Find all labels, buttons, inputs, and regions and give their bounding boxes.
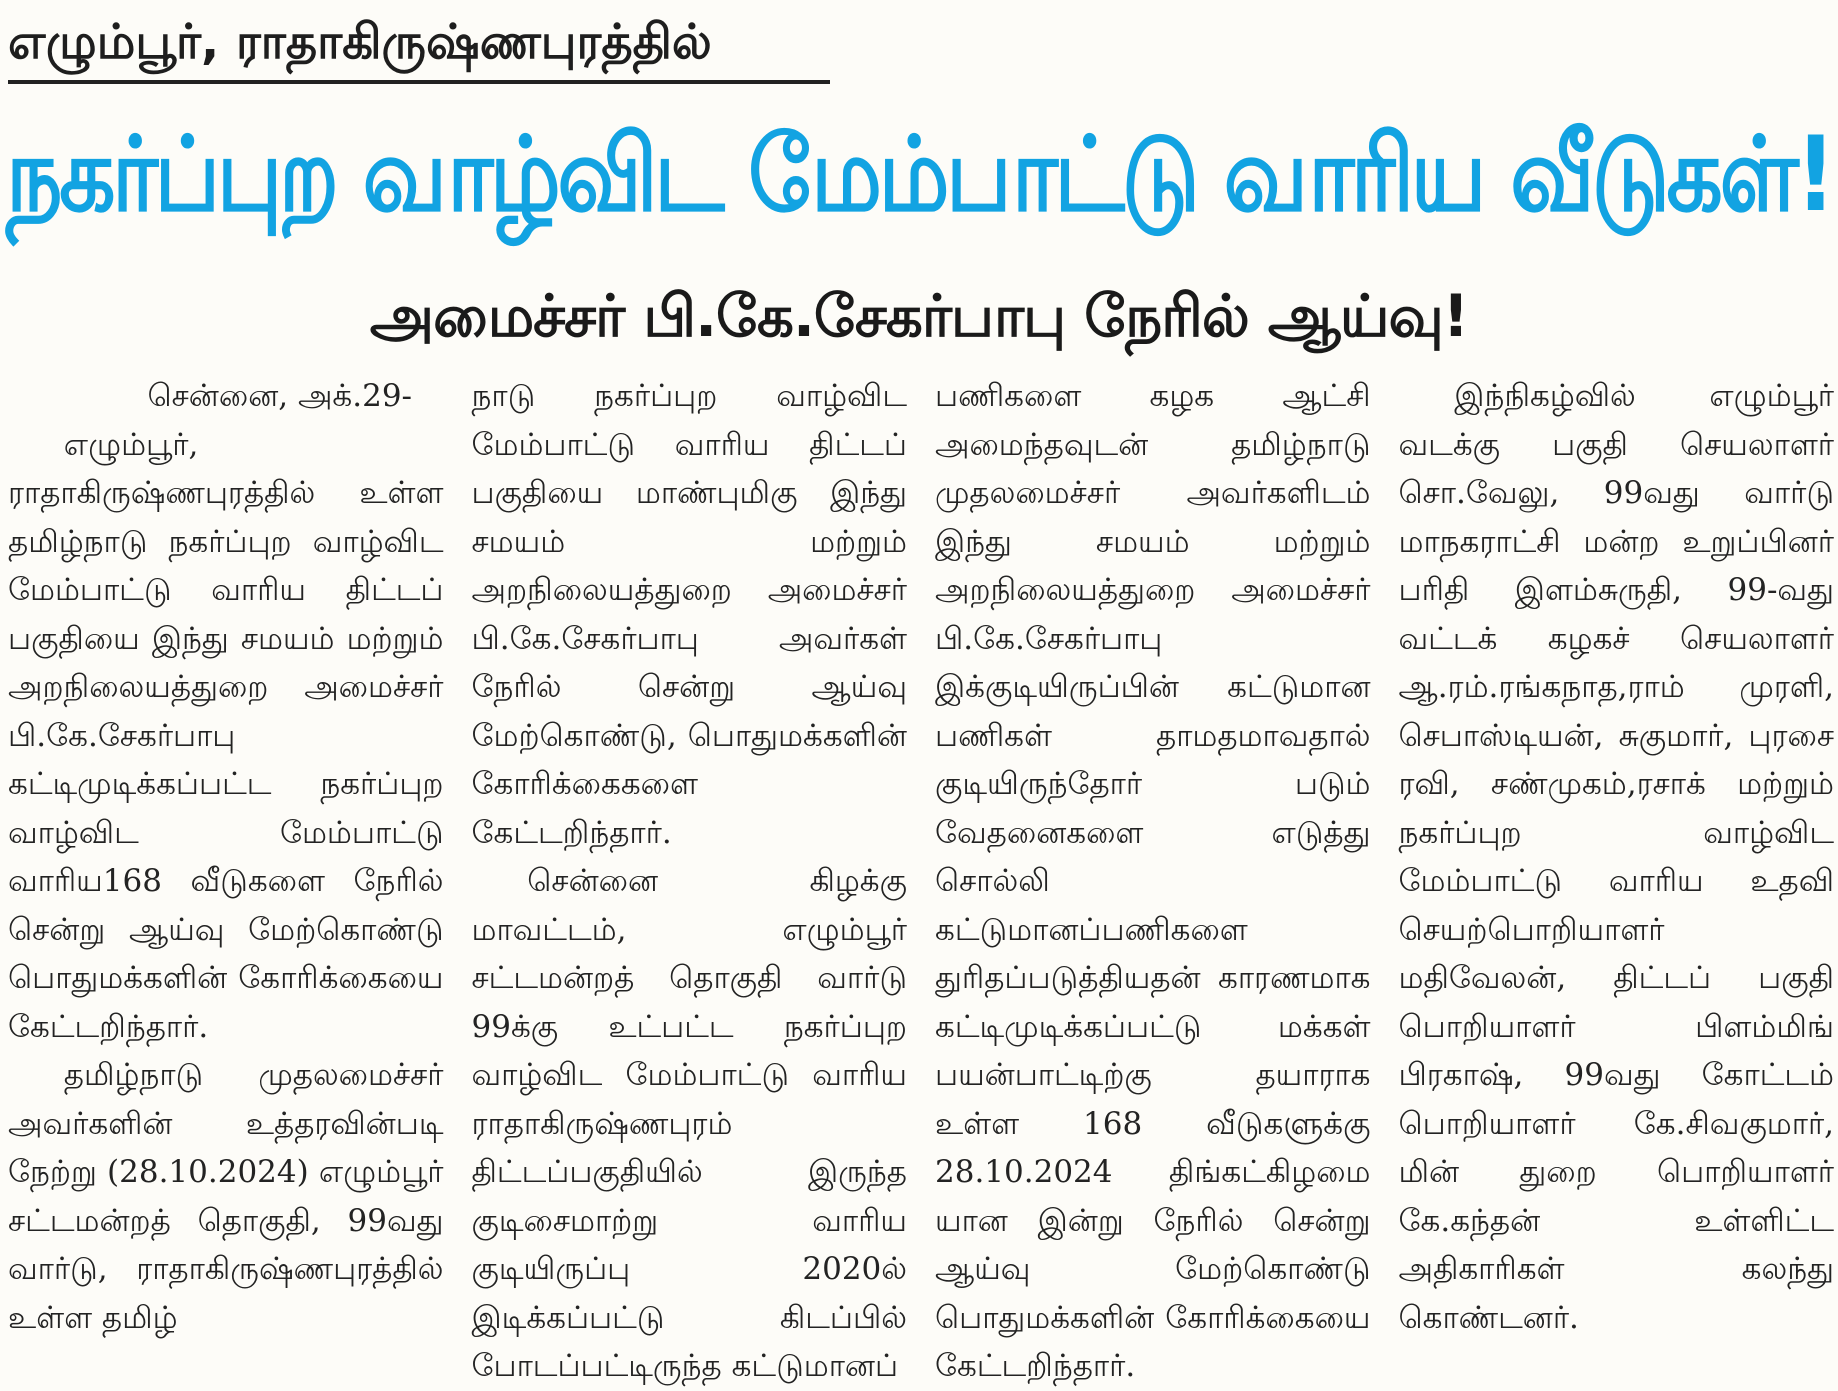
paragraph: தமிழ்நாடு முதலமைச்சர் அவர்களின் உத்தரவின்படி நேற்று (28.10.2024) எழும்பூர் சட்டமன்றத் தொகுதி, 99வது வார்டு, ராதாகிருஷ்ணபுரத்தில் உள்ள தமிழ் (8, 1057, 444, 1336)
article-column-3 (935, 372, 1371, 1384)
paragraph: நாடு நகர்ப்புற வாழ்விட மேம்பாட்டு வாரிய திட்டப் பகுதியை மாண்புமிகு இந்து சமயம் மற்றும் அறநிலையத்துறை அமைச்சர் பி.கே.சேகர்பாபு அவர்கள் நேரில் சென்று ஆய்வு மேற்கொண்டு, பொதுமக்களின் கோரிக்கைகளை கேட்டறிந்தார். (471, 378, 907, 851)
article-column-2 (471, 372, 908, 1384)
kicker-heading: எழும்பூர், ராதாகிருஷ்ணபுரத்தில் (8, 14, 712, 70)
paragraph: பணிகளை கழக ஆட்சி அமைந்தவுடன் தமிழ்நாடு முதலமைச்சர் அவர்களிடம் இந்து சமயம் மற்றும் அறநிலையத்துறை அமைச்சர் பி.கே.சேகர்பாபு இக்குடியிருப்பின் கட்டுமான பணிகள் தாமதமாவதால் குடியிருந்தோர் படும் வேதனைகளை எடுத்து சொல்லி கட்டுமானப்பணிகளை துரிதப்படுத்தியதன் காரணமாக கட்டிமுடிக்கப்பட்டு மக்கள் பயன்பாட்டிற்கு தயாராக உள்ள 168 வீடுகளுக்கு 28.10.2024 திங்கட்கிழமை யான இன்று நேரில் சென்று ஆய்வு மேற்கொண்டு பொதுமக்களின் கோரிக்கையை கேட்டறிந்தார். (935, 378, 1371, 1384)
main-headline: நகர்ப்புற வாழ்விட மேம்பாட்டு வாரிய வீடுகள்! (6, 113, 1833, 235)
dateline: சென்னை, அக்.29- (147, 378, 413, 414)
paragraph: எழும்பூர், ராதாகிருஷ்ணபுரத்தில் உள்ள தமிழ்நாடு நகர்ப்புற வாழ்விட மேம்பாட்டு வாரிய திட்டப் பகுதியை இந்து சமயம் மற்றும் அறநிலையத்துறை அமைச்சர் பி.கே.சேகர்பாபு கட்டிமுடிக்கப்பட்ட நகர்ப்புற வாழ்விட மேம்பாட்டு வாரிய168 வீடுகளை நேரில் சென்று ஆய்வு மேற்கொண்டு பொதுமக்களின் கோரிக்கையை கேட்டறிந்தார். (8, 426, 444, 1045)
article-column-4 (1399, 372, 1835, 1342)
article-column-1 (8, 372, 444, 1342)
sub-headline: அமைச்சர் பி.கே.சேகர்பாபு நேரில் ஆய்வு! (369, 282, 1469, 350)
paragraph: இந்நிகழ்வில் எழும்பூர் வடக்கு பகுதி செயலாளர் சொ.வேலு, 99வது வார்டு மாநகராட்சி மன்ற உறுப்பினர் பரிதி இளம்சுருதி, 99-வது வட்டக் கழகச் செயலாளர் ஆ.ரம்.ரங்கநாத,ராம் முரளி, செபாஸ்டியன், சுகுமார், புரசை ரவி, சண்முகம்,ரசாக் மற்றும் நகர்ப்புற வாழ்விட மேம்பாட்டு வாரிய உதவி செயற்பொறியாளர் மதிவேலன், திட்டப் பகுதி பொறியாளர் பிளம்மிங் பிரகாஷ், 99வது கோட்டம் பொறியாளர் கே.சிவகுமார், மின் துறை பொறியாளர் கே.கந்தன் உள்ளிட்ட அதிகாரிகள் கலந்து கொண்டனர். (1398, 378, 1834, 1336)
kicker-underline (8, 80, 830, 84)
paragraph: சென்னை கிழக்கு மாவட்டம், எழும்பூர் சட்டமன்றத் தொகுதி வார்டு 99க்கு உட்பட்ட நகர்ப்புற வாழ்விட மேம்பாட்டு வாரிய ராதாகிருஷ்ணபுரம் திட்டப்பகுதியில் இருந்த குடிசைமாற்று வாரிய குடியிருப்பு 2020ல் இடிக்கப்பட்டு கிடப்பில் போடப்பட்டிருந்த கட்டுமானப் (471, 863, 907, 1384)
article-body (8, 372, 1834, 1384)
